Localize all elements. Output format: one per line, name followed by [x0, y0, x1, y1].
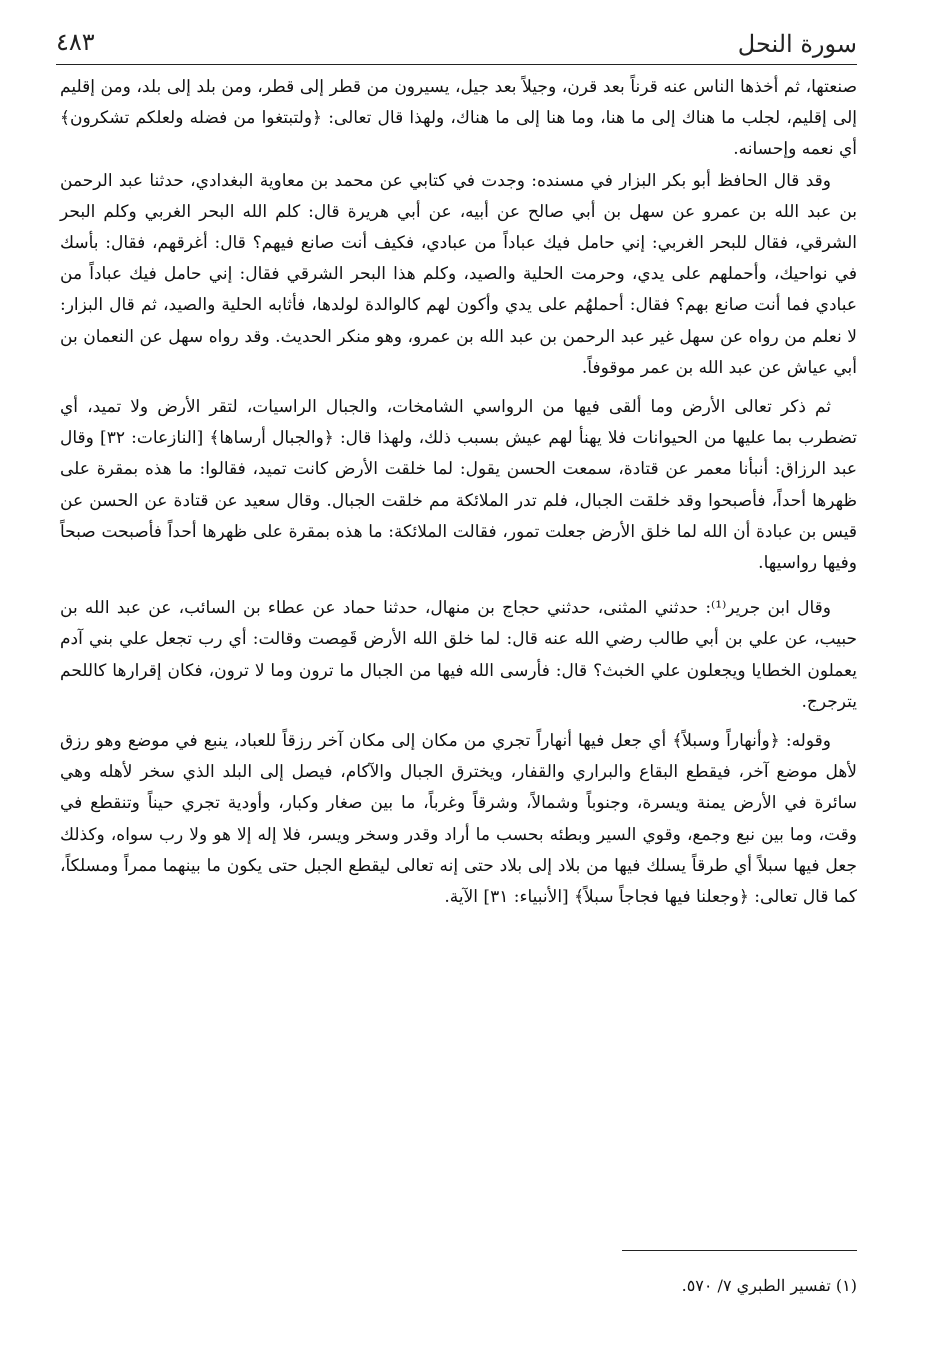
paragraph-ibn-jarir: وقال ابن جرير⁽¹⁾: حدثني المثنى، حدثني حجاج بن منهال، حدثنا حماد عن عطاء بن السائب، عن عبد الله بن حبيب، عن علي بن أبي طالب رضي الله عنه قال: لما خلق الله الأرض قَمِصت وقالت: أي رب تجعل علي بني آدم يعملون الخطايا ويجعلون علي الخبث؟ قال: فأرسى الله فيها من الجبال ما ترون وما لا ترون، فكان إقرارها كاللحم يترجرج. [60, 598, 857, 712]
paragraph-mountains: ثم ذكر تعالى الأرض وما ألقى فيها من الرواسي الشامخات، والجبال الراسيات، لتقر الأرض ولا تميد، أي تضطرب بما عليها من الحيوانات فلا يهنأ لهم عيش بسبب ذلك، ولهذا قال: ﴿والجبال أرساها﴾ [النازعات: ٣٢] وقال عبد الرزاق: أنبأنا معمر عن قتادة، سمعت الحسن يقول: لما خلقت الأرض كانت تميد، فقالوا: ما هذه بمقرة على ظهرها أحداً، فأصبحوا وقد خلقت الجبال، فلم تدر الملائكة مم خلقت الجبال. وقال سعيد عن قتادة عن الحسن عن قيس بن عبادة أن الله لما خلق الأرض جعلت تمور، فقالت الملائكة: ما هذه بمقرة على ظهرها أحداً فأصبحت صبحاً وفيها رواسيها. [60, 397, 858, 574]
paragraph-continuation: صنعتها، ثم أخذها الناس عنه قرناً بعد قرن، وجيلاً بعد جيل، يسيرون من قطر إلى قطر، ومن بلد إلى بلد، ومن إقليم إلى إقليم، لجلب ما هناك إلى ما هنا، وما هنا إلى ما هناك، ولهذا قال تعالى: ﴿ولتبتغوا من فضله ولعلكم تشكرون﴾ أي نعمه وإحسانه. [60, 77, 857, 160]
footnote-divider [622, 1250, 857, 1251]
page-body [60, 72, 857, 913]
page-header [56, 22, 857, 60]
paragraph-rivers-paths: وقوله: ﴿وأنهاراً وسبلاً﴾ أي جعل فيها أنهاراً تجري من مكان إلى مكان آخر رزقاً للعباد، ينبع في موضع وهو رزق لأهل موضع آخر، فيقطع البقاع والبراري والقفار، ويخترق الجبال والآكام، فيصل إلى البلد الذي سخر لأهله وهي سائرة في الأرض يمنة ويسرة، وجنوباً وشمالاً، وشرقاً وغرباً، ما بين صغار وكبار، وأودية تجري حيناً وتنقطع في وقت، وما بين نبع وجمع، وقوي السير وبطئه بحسب ما أراد وقدر وسخر ويسر، فلا إله إلا هو ولا رب سواه، وكذلك جعل فيها سبلاً أي طرقاً يسلك فيها من بلاد إلى بلاد حتى إنه تعالى ليقطع الجبل حتى يكون ما بينهما ممراً ومسلكاً، كما قال تعالى: ﴿وجعلنا فيها فجاجاً سبلاً﴾ [الأنبياء: ٣١] الآية. [60, 731, 857, 908]
surah-title: سورة النحل [737, 30, 857, 58]
paragraph-bazzar-hadith: وقد قال الحافظ أبو بكر البزار في مسنده: وجدت في كتابي عن محمد بن معاوية البغدادي، حدثنا عبد الرحمن بن عبد الله بن عمرو عن سهل بن أبي صالح عن أبيه، عن أبي هريرة قال: كلم الله البحر الغربي وكلم البحر الشرقي، فقال للبحر الغربي: إني حامل فيك عباداً من عبادي، فكيف أنت صانع فيهم؟ قال: أغرقهم، فقال: بأسك في نواحيك، وأحملهم على يدي، وحرمت الحلية والصيد، وكلم هذا البحر الشرقي فقال: إني حامل فيك عباداً من عبادي فما أنت صانع بهم؟ فقال: أحملهُم على يدي وأكون لهم كالوالدة لولدها، فأثابه الحلية والصيد، ثم قال البزار: لا نعلم من رواه عن سهل غير عبد الرحمن بن عبد الله بن عمرو، وهو منكر الحديث. وقد رواه سهل عن النعمان بن أبي عياش عن عبد الله بن عمر موقوفاً. [60, 170, 857, 378]
header-divider [56, 64, 857, 65]
footnote: (١) تفسير الطبري ٧/ ٥٧٠. [681, 1276, 857, 1295]
page-number: ٤٨٣ [56, 28, 95, 56]
